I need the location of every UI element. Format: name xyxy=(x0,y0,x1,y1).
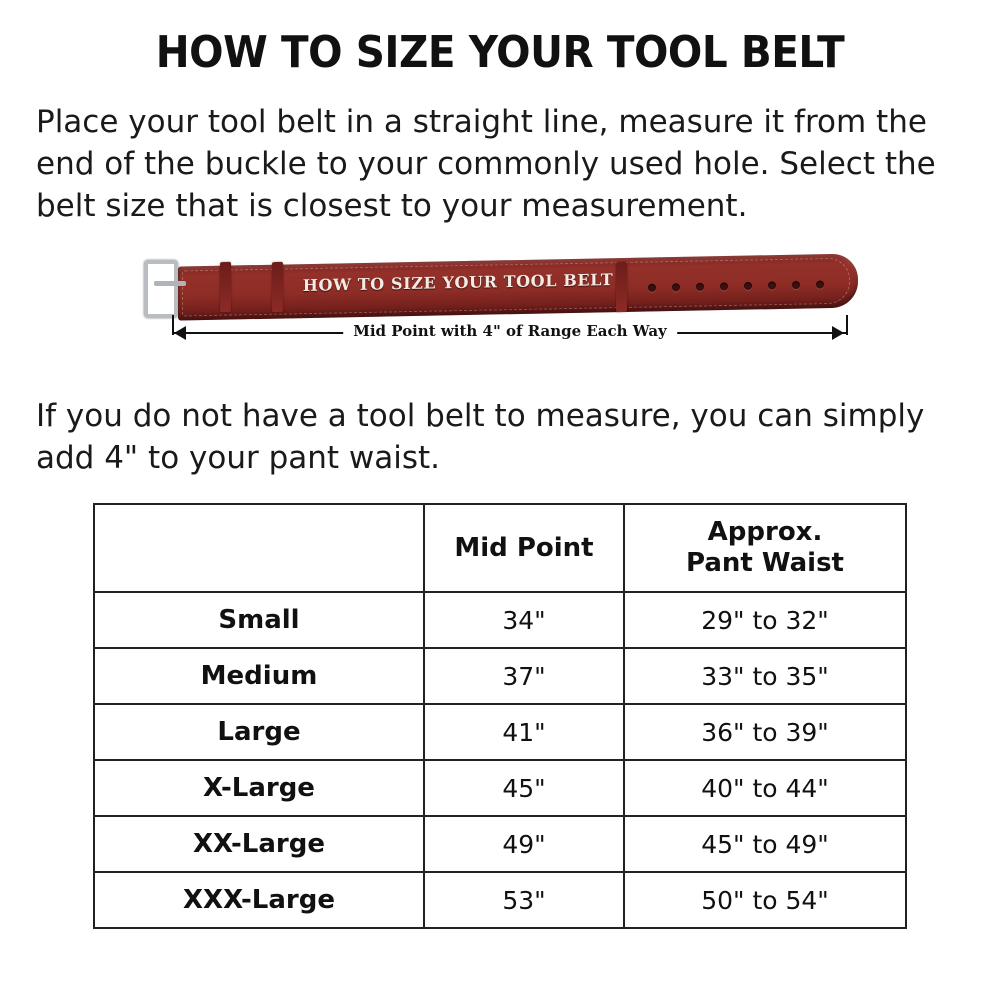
cell-size: XX-Large xyxy=(94,816,424,872)
cell-size: X-Large xyxy=(94,760,424,816)
column-header-pant-waist-line2: Pant Waist xyxy=(685,548,844,579)
belt-hole xyxy=(816,280,824,288)
belt-keeper-icon xyxy=(220,262,231,312)
belt-hole xyxy=(792,281,800,289)
table-header-row xyxy=(94,504,906,592)
table-row xyxy=(94,816,906,872)
table-row xyxy=(94,648,906,704)
belt-buckle-icon xyxy=(140,258,184,314)
belt-hole xyxy=(648,283,656,291)
table-row xyxy=(94,760,906,816)
cell-mid-point: 41" xyxy=(424,704,624,760)
cell-mid-point: 34" xyxy=(424,592,624,648)
column-header-pant-waist xyxy=(624,504,906,592)
column-header-mid-point: Mid Point xyxy=(424,504,624,592)
table-row xyxy=(94,872,906,928)
belt-hole xyxy=(720,282,728,290)
cell-pant-waist: 33" to 35" xyxy=(624,648,906,704)
column-header-pant-waist-line1: Approx. xyxy=(707,517,823,548)
cell-mid-point: 45" xyxy=(424,760,624,816)
arrow-left-icon xyxy=(174,326,186,340)
cell-mid-point: 53" xyxy=(424,872,624,928)
belt-hole xyxy=(696,283,704,291)
dimension-tick-right xyxy=(846,315,848,335)
cell-size: Small xyxy=(94,592,424,648)
dimension-indicator xyxy=(160,321,860,358)
belt-hole xyxy=(768,281,776,289)
belt-hole xyxy=(672,283,680,291)
arrow-right-icon xyxy=(832,326,844,340)
belt-hole xyxy=(744,282,752,290)
column-header-size xyxy=(94,504,424,592)
cell-size: Medium xyxy=(94,648,424,704)
dimension-label: Mid Point with 4" of Range Each Way xyxy=(343,322,677,340)
size-chart-table xyxy=(93,503,907,929)
no-belt-paragraph: If you do not have a tool belt to measure, you can simply add 4" to your pant waist. xyxy=(36,397,925,476)
cell-mid-point: 37" xyxy=(424,648,624,704)
cell-pant-waist: 45" to 49" xyxy=(624,816,906,872)
belt-embossed-text: HOW TO SIZE YOUR TOOL BELT xyxy=(302,269,614,295)
buckle-frame xyxy=(144,260,178,318)
cell-mid-point: 49" xyxy=(424,816,624,872)
page-title: HOW TO SIZE YOUR TOOL BELT xyxy=(155,27,845,78)
cell-size: Large xyxy=(94,704,424,760)
belt-illustration xyxy=(140,252,860,362)
table-row xyxy=(94,592,906,648)
cell-pant-waist: 36" to 39" xyxy=(624,704,906,760)
cell-pant-waist: 29" to 32" xyxy=(624,592,906,648)
intro-paragraph: Place your tool belt in a straight line, measure it from the end of the buckle to your commonly used hole. Select the belt size that is closest to your measurement. xyxy=(36,104,936,224)
cell-size: XXX-Large xyxy=(94,872,424,928)
buckle-prong xyxy=(154,281,186,286)
cell-pant-waist: 50" to 54" xyxy=(624,872,906,928)
table-row xyxy=(94,704,906,760)
cell-pant-waist: 40" to 44" xyxy=(624,760,906,816)
belt-graphic xyxy=(178,260,858,314)
